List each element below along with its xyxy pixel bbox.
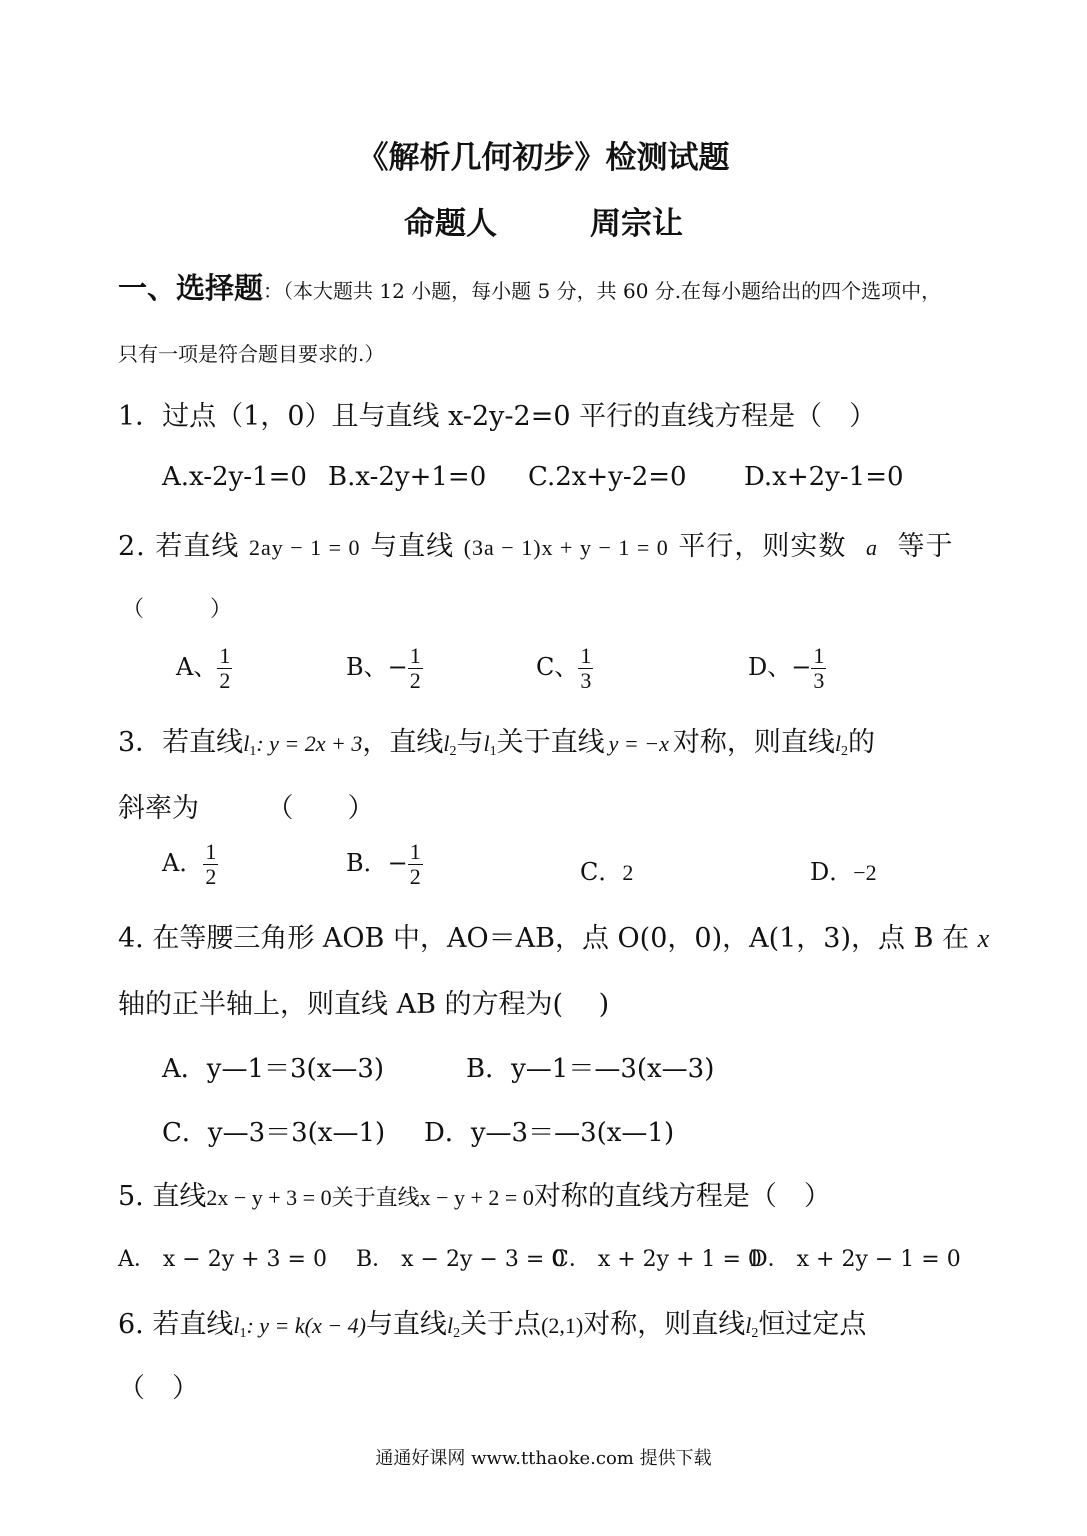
question-5-stem	[118, 1174, 831, 1213]
q4-option-d: D．y—3＝—3(x—1)	[424, 1118, 675, 1148]
q2-eq1: 2ay − 1 = 0	[248, 535, 361, 560]
q2-d-num: 1	[813, 643, 825, 668]
q4-line1-text: 4. 在等腰三角形 AOB 中，AO＝AB，点 O(0，0)，A(1，3)，点 B 在	[118, 923, 970, 954]
q3-end: 的	[847, 727, 875, 758]
q2-b-den: 2	[409, 668, 421, 693]
q3-b-num: 1	[409, 839, 421, 864]
q2-prefix: 2. 若直线	[118, 531, 240, 562]
question-3-stem	[118, 720, 875, 760]
question-2-stem	[118, 524, 954, 563]
q6-line2: （ ）	[118, 1373, 199, 1404]
q6-mid: 与直线	[365, 1309, 447, 1340]
q2-d-sign: −	[791, 653, 812, 681]
q3-b-den: 2	[409, 864, 421, 889]
q5-option-d: D． x + 2y − 1 = 0	[750, 1247, 961, 1272]
page-title: 《解析几何初步》检测试题	[357, 140, 730, 176]
q3-prefix: 3．若直线	[118, 727, 244, 758]
q6-eq: : y = k(x − 4)	[246, 1313, 366, 1338]
q3-l1-letter: l	[243, 731, 250, 756]
q5-option-b: B． x − 2y − 3 = 0	[356, 1247, 566, 1272]
q2-option-b	[346, 644, 423, 693]
q1-option-b: B.x-2y+1=0	[328, 462, 487, 492]
q2-var: a	[865, 535, 878, 560]
q3-option-d-label: D．	[810, 858, 854, 886]
page-footer: 通通好课网 www.tthaoke.com 提供下载	[375, 1448, 712, 1469]
q3-option-c	[580, 852, 633, 887]
q3-l1: $l_1$	[243, 731, 257, 759]
q3-mid3: 关于直线	[496, 727, 605, 758]
q2-option-a-frac	[217, 644, 232, 693]
section-note-2: 只有一项是符合题目要求的.）	[118, 342, 385, 366]
author-line: 命题人 周宗让	[404, 206, 683, 242]
q2-d-den: 3	[813, 668, 825, 693]
question-4-line1	[118, 916, 989, 955]
q5-option-c: C． x + 2y + 1 = 0	[552, 1247, 762, 1272]
q2-option-d	[748, 644, 826, 693]
q6-point: (2,1)	[541, 1313, 584, 1338]
q6-l2b: $l_2$	[745, 1313, 759, 1341]
q3-line2: 斜率为 （ ）	[118, 793, 375, 824]
q6-l2: $l_2$	[446, 1313, 461, 1341]
q2-end: 等于	[897, 531, 954, 562]
q6-end: 恒过定点	[758, 1309, 867, 1340]
q4-x: x	[977, 924, 990, 953]
q2-b-sign: −	[387, 653, 408, 681]
section-note-1: （本大题共 12 小题，每小题 5 分，共 60 分.在每小题给出的四个选项中，	[283, 279, 942, 303]
q2-option-b-frac	[408, 644, 423, 693]
q3-mid2: 与	[456, 727, 484, 758]
q1-option-c: C.2x+y-2=0	[528, 462, 687, 492]
question-6-stem	[118, 1302, 866, 1342]
q5-prefix: 5. 直线	[118, 1181, 207, 1212]
q2-option-d-label: D、	[748, 653, 792, 681]
q2-option-c-frac	[578, 644, 593, 693]
q2-a-den: 2	[219, 668, 231, 693]
q3-option-b-frac	[408, 840, 423, 889]
q5-mid: 关于直线	[331, 1186, 420, 1211]
q6-l1: $l_1$	[233, 1313, 247, 1341]
q3-option-b	[346, 840, 423, 889]
q3-c-val: 2	[622, 860, 634, 885]
q5-eq2: x − y + 2 = 0	[419, 1185, 534, 1210]
q2-paren: （ ）	[122, 597, 233, 622]
q3-option-a-label: A．	[162, 849, 204, 877]
q5-option-a: A． x − 2y + 3 = 0	[118, 1247, 327, 1272]
q2-c-den: 3	[580, 668, 592, 693]
section-heading-row	[118, 266, 941, 307]
q3-option-d	[810, 852, 877, 887]
q3-a-num: 1	[205, 839, 217, 864]
q1-option-d: D.x+2y-1=0	[744, 462, 904, 492]
q2-b-num: 1	[409, 643, 421, 668]
q6-prefix: 6. 若直线	[118, 1309, 234, 1340]
q3-l1b: $l_1$	[483, 731, 497, 759]
q2-option-c-label: C、	[536, 653, 579, 681]
q3-a-den: 2	[205, 864, 217, 889]
q3-l1-eq: : y = 2x + 3	[256, 731, 363, 756]
q3-option-a-frac	[203, 840, 218, 889]
q2-option-d-frac	[811, 644, 826, 693]
q3-mid4: 对称，则直线	[672, 727, 835, 758]
q3-b-sign: −	[387, 849, 408, 877]
q2-mid: 与直线	[370, 531, 455, 562]
q1-option-a: A.x-2y-1=0	[162, 462, 307, 492]
q4-option-b: B．y—1＝—3(x—3)	[466, 1054, 715, 1084]
question-1-stem: 1．过点（1，0）且与直线 x-2y-2=0 平行的直线方程是（ ）	[118, 401, 877, 432]
q2-option-b-label: B、	[346, 653, 388, 681]
q3-d-val: −2	[853, 860, 877, 885]
q5-suffix: 对称的直线方程是（ ）	[533, 1181, 831, 1212]
q3-option-b-label: B．	[346, 849, 388, 877]
q2-a-num: 1	[219, 643, 231, 668]
q6-mid2: 关于点	[460, 1309, 542, 1340]
q3-option-a	[162, 840, 218, 889]
q4-option-a: A．y—1＝3(x—3)	[162, 1054, 385, 1084]
q6-suffix: 对称，则直线	[583, 1309, 746, 1340]
q2-eq2: (3a − 1)x + y − 1 = 0	[463, 535, 669, 560]
q5-eq1: 2x − y + 3 = 0	[206, 1185, 332, 1210]
q4-option-c: C．y—3＝3(x—1)	[162, 1118, 386, 1148]
q3-sym: y = −x	[608, 731, 669, 756]
q2-c-num: 1	[580, 643, 592, 668]
question-4-line2: 轴的正半轴上，则直线 AB 的方程为( )	[118, 989, 610, 1020]
q3-l2b: $l_2$	[834, 731, 848, 759]
q3-mid1: ，直线	[362, 727, 444, 758]
q2-option-a-label: A、	[176, 653, 218, 681]
section-colon: ：	[263, 279, 284, 303]
q2-suffix: 平行，则实数	[678, 531, 847, 562]
q3-l2: $l_2$	[443, 731, 457, 759]
q3-option-c-label: C．	[580, 858, 623, 886]
q2-option-a	[176, 644, 232, 693]
section-heading: 一、选择题	[118, 271, 264, 305]
q2-option-c	[536, 644, 593, 693]
